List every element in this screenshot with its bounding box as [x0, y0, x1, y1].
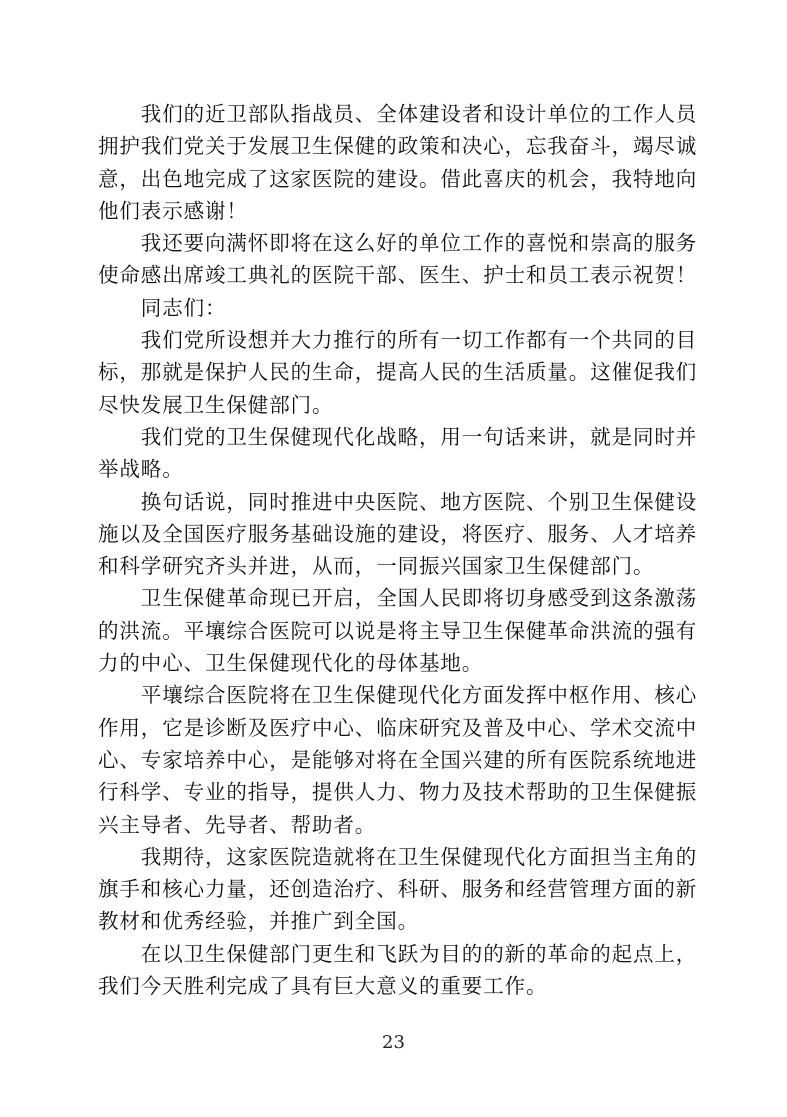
text-line: 我们的近卫部队指战员、全体建设者和设计单位的工作人员	[98, 102, 698, 126]
text-line: 同志们：	[98, 295, 227, 320]
text-line: 我还要向满怀即将在这么好的单位工作的喜悦和崇高的服务	[98, 231, 698, 256]
text-line: 我们党的卫生保健现代化战略，用一句话来讲，就是同时并	[98, 424, 698, 449]
text-line: 意，出色地完成了这家医院的建设。借此喜庆的机会，我特地向	[98, 166, 698, 191]
text-line: 教材和优秀经验，并推广到全国。	[98, 909, 419, 934]
text-line: 我们今天胜利完成了具有巨大意义的重要工作。	[98, 974, 548, 999]
text-line: 标，那就是保护人民的生命，提高人民的生活质量。这催促我们	[98, 360, 698, 385]
text-line: 平壤综合医院将在卫生保健现代化方面发挥中枢作用、核心	[98, 683, 698, 708]
page-number: 23	[382, 1032, 405, 1053]
text-line: 在以卫生保健部门更生和飞跃为目的的新的革命的起点上，	[98, 941, 698, 966]
text-line: 举战略。	[98, 457, 184, 482]
text-line: 的洪流。平壤综合医院可以说是将主导卫生保健革命洪流的强有	[98, 618, 698, 643]
text-line: 换句话说，同时推进中央医院、地方医院、个别卫生保健设	[98, 489, 698, 514]
text-line: 力的中心、卫生保健现代化的母体基地。	[98, 651, 484, 676]
text-line: 旗手和核心力量，还创造治疗、科研、服务和经营管理方面的新	[98, 877, 698, 902]
text-line: 行科学、专业的指导，提供人力、物力及技术帮助的卫生保健振	[98, 780, 698, 805]
text-line: 使命感出席竣工典礼的医院干部、医生、护士和员工表示祝贺！	[98, 263, 698, 288]
body-text	[98, 98, 698, 1002]
text-line: 心、专家培养中心，是能够对将在全国兴建的所有医院系统地进	[98, 747, 698, 772]
text-line: 施以及全国医疗服务基础设施的建设，将医疗、服务、人才培养	[98, 521, 698, 546]
text-line: 兴主导者、先导者、帮助者。	[98, 812, 377, 837]
text-line: 作用，它是诊断及医疗中心、临床研究及普及中心、学术交流中	[98, 715, 698, 740]
text-line: 他们表示感谢！	[98, 198, 248, 223]
text-line: 我期待，这家医院造就将在卫生保健现代化方面担当主角的	[98, 844, 698, 869]
text-line: 我们党所设想并大力推行的所有一切工作都有一个共同的目	[98, 328, 698, 353]
text-line: 尽快发展卫生保健部门。	[98, 392, 334, 417]
text-line: 和科学研究齐头并进，从而，一同振兴国家卫生保健部门。	[98, 554, 655, 579]
text-line: 拥护我们党关于发展卫生保健的政策和决心，忘我奋斗，竭尽诚	[98, 134, 698, 159]
text-line: 卫生保健革命现已开启，全国人民即将切身感受到这条激荡	[98, 586, 698, 611]
